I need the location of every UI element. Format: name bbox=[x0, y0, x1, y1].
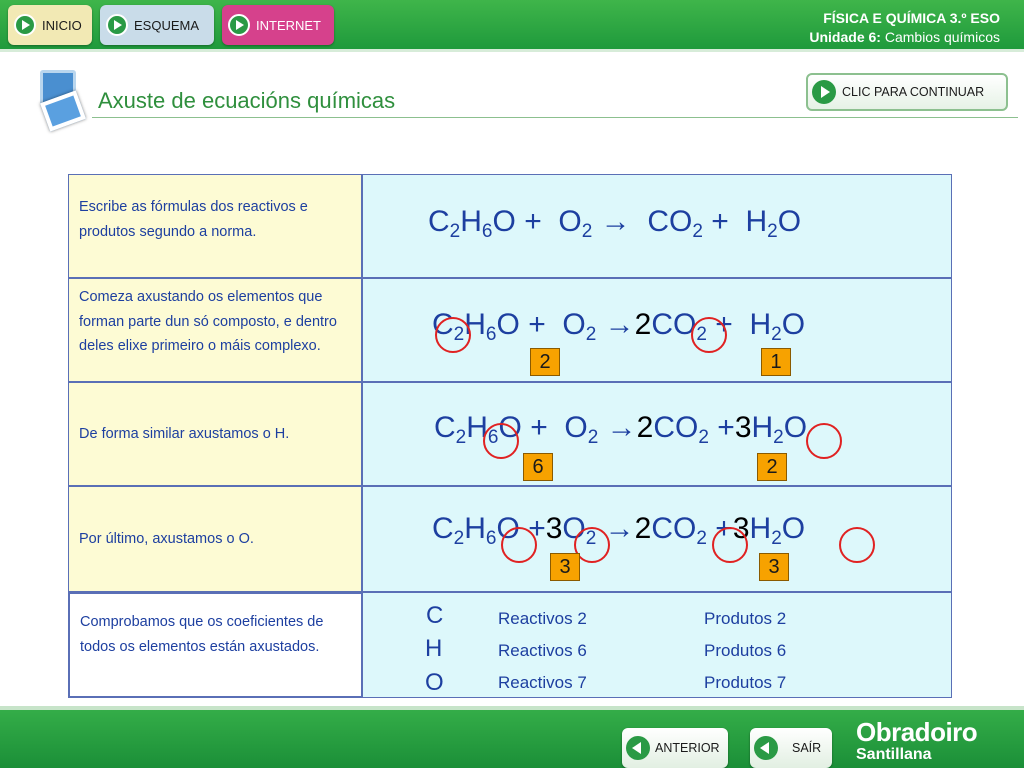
element-symbol: C bbox=[426, 602, 444, 629]
coefficient-box: 2 bbox=[757, 453, 787, 481]
continue-label: CLIC PARA CONTINUAR bbox=[842, 85, 985, 99]
esquema-button[interactable] bbox=[100, 5, 214, 45]
page-title: Axuste de ecuacións químicas bbox=[98, 88, 396, 113]
coefficient-box: 3 bbox=[550, 553, 580, 581]
step-equation-panel bbox=[363, 486, 952, 592]
coefficient-box: 3 bbox=[759, 553, 789, 581]
unit-label: Unidade 6: bbox=[809, 29, 881, 45]
highlight-circle bbox=[691, 317, 727, 353]
highlight-circle bbox=[839, 527, 875, 563]
element-symbol: O bbox=[425, 669, 444, 696]
chemical-equation: $C_2H_6O + O_2 \to CO_2 + H_2O$ bbox=[428, 205, 802, 242]
slides-icon bbox=[34, 70, 86, 136]
esquema-label: ESQUEMA bbox=[134, 17, 200, 33]
publisher-logo bbox=[856, 718, 977, 764]
chemical-equation: $C_2H_6O + O_2 \to 2CO_2 +3H_2O$ bbox=[434, 411, 808, 448]
play-icon bbox=[14, 14, 36, 36]
step-text: De forma similar axustamos o H. bbox=[68, 382, 363, 486]
inicio-button[interactable] bbox=[8, 5, 92, 45]
step-text: Por último, axustamos o O. bbox=[68, 486, 363, 592]
brand-name: Obradoiro bbox=[856, 717, 978, 747]
step-equation-panel bbox=[363, 382, 952, 486]
step-equation-panel bbox=[363, 174, 952, 278]
highlight-circle bbox=[806, 423, 842, 459]
step-row-4 bbox=[68, 486, 952, 592]
internet-button[interactable] bbox=[222, 5, 334, 45]
coefficient-box: 2 bbox=[530, 348, 560, 376]
highlight-circle bbox=[483, 423, 519, 459]
step-row-1 bbox=[68, 174, 952, 278]
element-symbol: H bbox=[425, 635, 443, 662]
products-count: Produtos 6 bbox=[704, 641, 787, 660]
bottom-bar bbox=[0, 706, 1024, 768]
reactants-count: Reactivos 2 bbox=[498, 609, 587, 628]
highlight-circle bbox=[435, 317, 471, 353]
step-text: Comprobamos que os coeficientes de todos os elementos están axustados. bbox=[68, 592, 363, 698]
coefficient-box: 6 bbox=[523, 453, 553, 481]
top-bar bbox=[0, 0, 1024, 52]
step-text: Escribe as fórmulas dos reactivos e produtos segundo a norma. bbox=[68, 174, 363, 278]
step-row-3 bbox=[68, 382, 952, 486]
brand-subname: Santillana bbox=[856, 746, 932, 763]
play-icon bbox=[812, 80, 836, 104]
back-arrow-icon bbox=[754, 736, 778, 760]
continue-button[interactable] bbox=[806, 73, 1008, 111]
products-count: Produtos 7 bbox=[704, 673, 787, 692]
play-icon bbox=[228, 14, 250, 36]
check-panel bbox=[363, 592, 952, 698]
exit-button[interactable] bbox=[750, 728, 832, 768]
step-row-2 bbox=[68, 278, 952, 382]
play-icon bbox=[106, 14, 128, 36]
products-count: Produtos 2 bbox=[704, 609, 787, 628]
unit-name: Cambios químicos bbox=[884, 29, 1000, 45]
anterior-label: ANTERIOR bbox=[655, 741, 720, 755]
chemical-equation: $C_2H_6O +3O_2 \to 2CO_2 +3H_2O$ bbox=[432, 512, 806, 549]
internet-label: INTERNET bbox=[256, 17, 321, 33]
unit-title bbox=[809, 28, 1000, 47]
course-title: FÍSICA E QUÍMICA 3.º ESO bbox=[823, 10, 1000, 26]
inicio-label: INICIO bbox=[42, 17, 82, 33]
back-arrow-icon bbox=[626, 736, 650, 760]
step-text: Comeza axustando os elementos que forman parte dun só composto, e dentro deles elixe primeiro o máis complexo. bbox=[68, 278, 363, 382]
reactants-count: Reactivos 6 bbox=[498, 641, 587, 660]
step-row-5 bbox=[68, 592, 952, 698]
chemical-equation: $C_2H_6O + O_2 \to 2CO_2 + H_2O$ bbox=[432, 308, 806, 345]
course-header bbox=[809, 9, 1000, 47]
step-equation-panel bbox=[363, 278, 952, 382]
highlight-circle bbox=[712, 527, 748, 563]
exit-label: SAÍR bbox=[792, 741, 822, 755]
anterior-button[interactable] bbox=[622, 728, 728, 768]
title-divider bbox=[92, 117, 1018, 118]
highlight-circle bbox=[501, 527, 537, 563]
reactants-count: Reactivos 7 bbox=[498, 673, 587, 692]
coefficient-box: 1 bbox=[761, 348, 791, 376]
